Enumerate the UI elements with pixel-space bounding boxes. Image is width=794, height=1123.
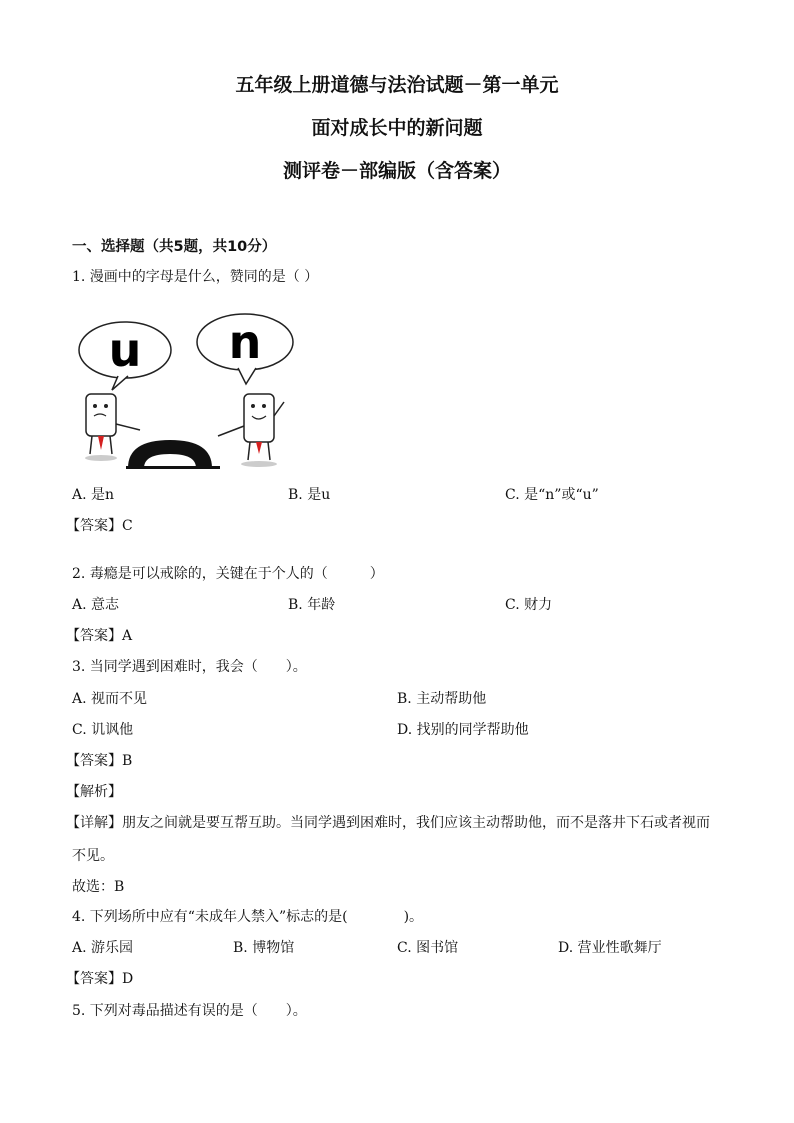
q1-stem: 1. 漫画中的字母是什么，赞同的是（ ） (72, 269, 319, 285)
q1-answer: 【答案】C (66, 518, 133, 534)
q2-answer: 【答案】A (66, 628, 133, 644)
q3-analysis-label: 【解析】 (66, 784, 122, 800)
section-heading: 一、选择题（共5题，共10分） (72, 239, 277, 255)
q2-option-c: C. 财力 (505, 597, 553, 613)
q3-detail-line-2: 不见。 (72, 848, 114, 864)
q2-stem: 2. 毒瘾是可以戒除的，关键在于个人的（ ） (72, 566, 384, 582)
doc-title-line-1: 五年级上册道德与法治试题－第一单元 (235, 74, 559, 96)
q4-option-a: A. 游乐园 (72, 940, 134, 956)
q3-answer: 【答案】B (66, 753, 133, 769)
q2-option-a: A. 意志 (72, 597, 120, 613)
q3-option-a: A. 视而不见 (72, 691, 148, 707)
doc-title-line-2: 面对成长中的新问题 (311, 117, 483, 139)
q1-option-a: A. 是n (72, 487, 115, 503)
q2-option-b: B. 年龄 (288, 597, 336, 613)
q3-option-b: B. 主动帮助他 (397, 691, 487, 707)
q1-cartoon (70, 312, 310, 472)
doc-title-line-3: 测评卷－部编版（含答案） (282, 160, 511, 182)
q1-option-c: C. 是“n”或“u” (505, 487, 599, 503)
q3-conclusion: 故选：B (72, 879, 125, 895)
q3-detail-line-1: 【详解】朋友之间就是要互帮互助。当同学遇到困难时，我们应该主动帮助他，而不是落井下石或者视而 (66, 815, 710, 831)
q1-option-b: B. 是u (288, 487, 331, 503)
q4-answer: 【答案】D (66, 971, 134, 987)
q3-option-d: D. 找别的同学帮助他 (397, 722, 529, 738)
q3-stem: 3. 当同学遇到困难时，我会（ ）。 (72, 659, 307, 675)
q4-option-c: C. 图书馆 (397, 940, 459, 956)
q5-stem: 5. 下列对毒品描述有误的是（ ）。 (72, 1003, 307, 1019)
q4-stem: 4. 下列场所中应有“未成年人禁入”标志的是( )。 (72, 909, 424, 925)
q4-option-b: B. 博物馆 (233, 940, 295, 956)
q4-option-d: D. 营业性歌舞厅 (558, 940, 662, 956)
bubble-left-letter: u (108, 323, 142, 377)
q3-option-c: C. 讥讽他 (72, 722, 134, 738)
bubble-right-letter: n (228, 315, 262, 369)
